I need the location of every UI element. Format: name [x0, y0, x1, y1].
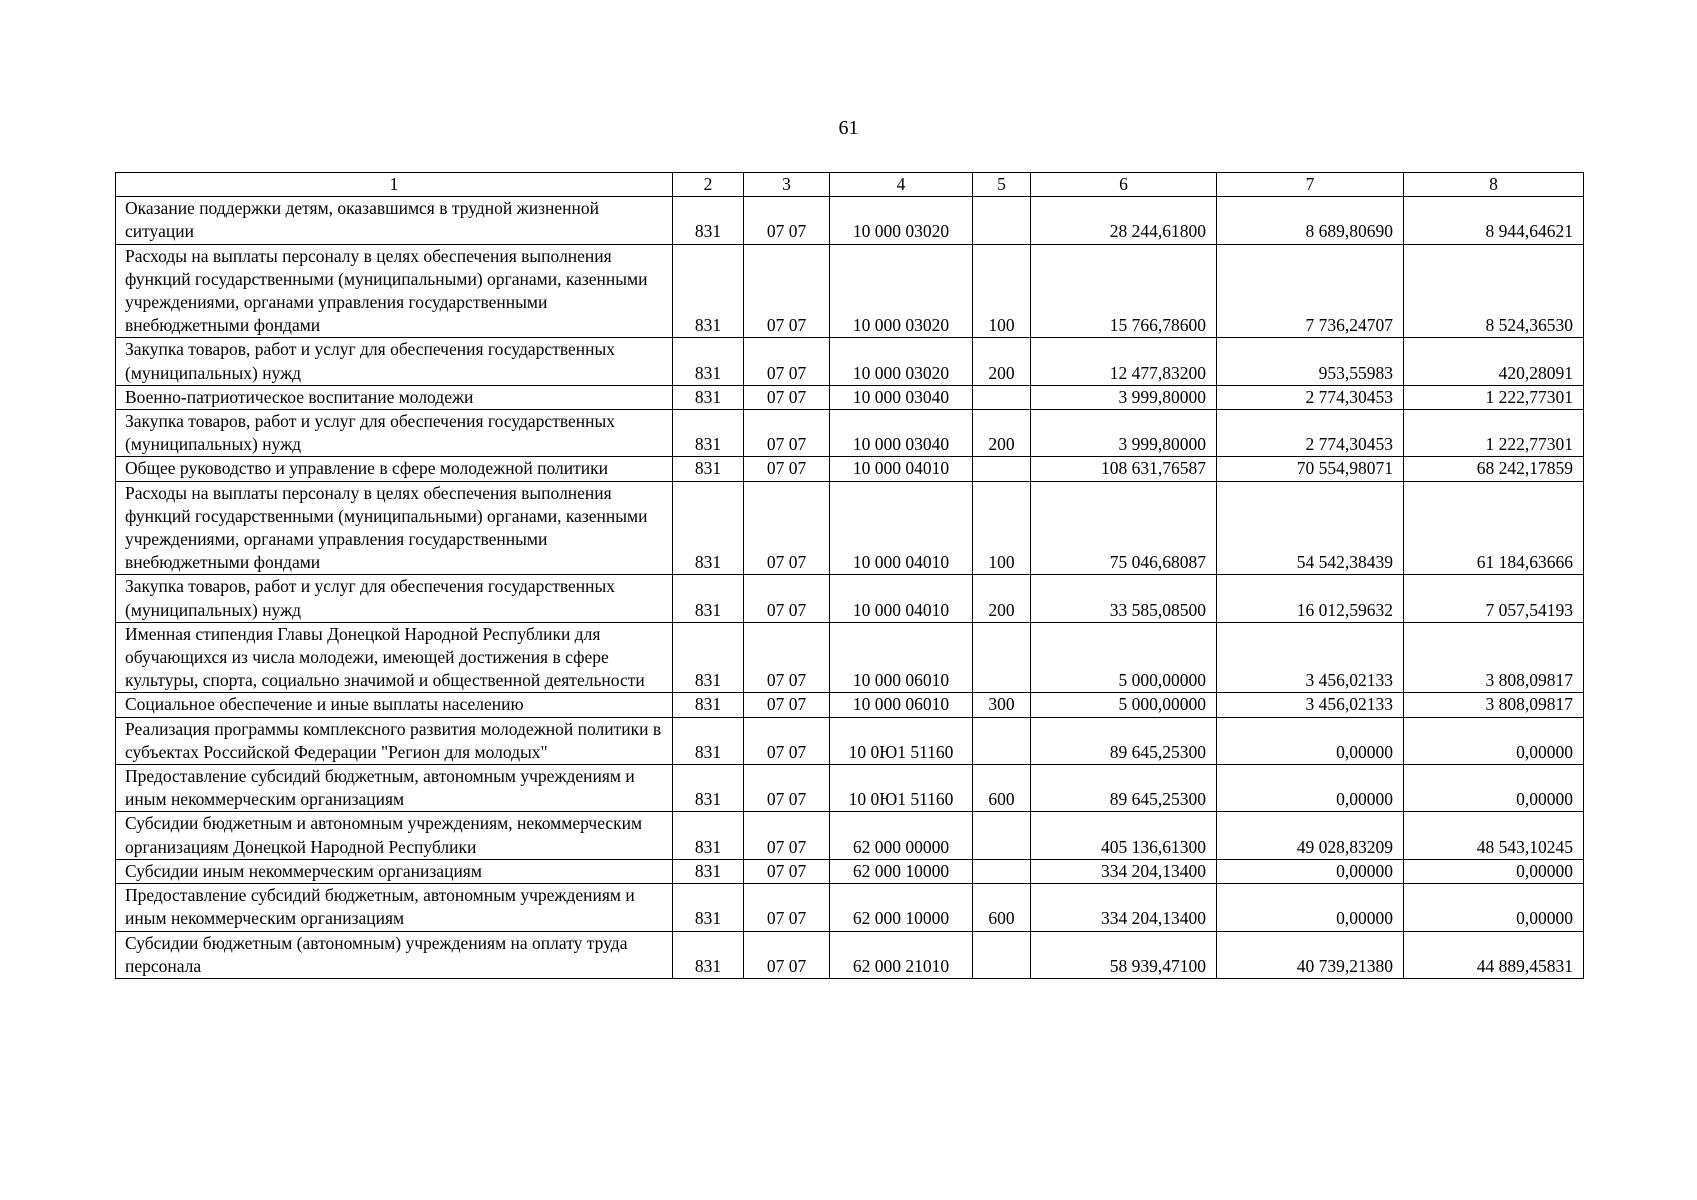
expense-name-cell: Субсидии бюджетным (автономным) учреждениям на оплату труда персонала [116, 931, 673, 978]
amount-col-6-cell: 58 939,47100 [1031, 931, 1217, 978]
table-row [116, 765, 1584, 812]
header-col-1: 1 [116, 173, 673, 197]
amount-col-6-cell: 405 136,61300 [1031, 812, 1217, 859]
amount-col-7-cell: 54 542,38439 [1217, 481, 1404, 575]
amount-col-8-cell: 3 808,09817 [1404, 693, 1584, 717]
expense-name-cell: Предоставление субсидий бюджетным, автономным учреждениям и иным некоммерческим организациям [116, 884, 673, 931]
section-code-cell: 07 07 [744, 859, 830, 883]
ministry-code-cell: 831 [673, 717, 744, 764]
amount-col-6-cell: 33 585,08500 [1031, 575, 1217, 622]
target-article-cell: 62 000 21010 [830, 931, 973, 978]
amount-col-8-cell: 68 242,17859 [1404, 457, 1584, 481]
amount-col-7-cell: 0,00000 [1217, 859, 1404, 883]
amount-col-6-cell: 75 046,68087 [1031, 481, 1217, 575]
expense-name-cell: Предоставление субсидий бюджетным, автономным учреждениям и иным некоммерческим организациям [116, 765, 673, 812]
header-col-6: 6 [1031, 173, 1217, 197]
ministry-code-cell: 831 [673, 622, 744, 693]
expense-type-cell: 100 [973, 244, 1031, 338]
target-article-cell: 10 000 04010 [830, 575, 973, 622]
amount-col-7-cell: 2 774,30453 [1217, 385, 1404, 409]
expense-name-cell: Закупка товаров, работ и услуг для обеспечения государственных (муниципальных) нужд [116, 575, 673, 622]
section-code-cell: 07 07 [744, 765, 830, 812]
target-article-cell: 62 000 00000 [830, 812, 973, 859]
target-article-cell: 10 000 03040 [830, 385, 973, 409]
expense-name-cell: Субсидии иным некоммерческим организациям [116, 859, 673, 883]
target-article-cell: 10 000 03040 [830, 410, 973, 457]
header-col-3: 3 [744, 173, 830, 197]
table-row [116, 457, 1584, 481]
header-col-4: 4 [830, 173, 973, 197]
section-code-cell: 07 07 [744, 884, 830, 931]
table-row [116, 481, 1584, 575]
expense-type-cell: 300 [973, 693, 1031, 717]
amount-col-8-cell: 48 543,10245 [1404, 812, 1584, 859]
target-article-cell: 10 000 04010 [830, 457, 973, 481]
section-code-cell: 07 07 [744, 622, 830, 693]
amount-col-8-cell: 3 808,09817 [1404, 622, 1584, 693]
target-article-cell: 10 0Ю1 51160 [830, 765, 973, 812]
table-row [116, 717, 1584, 764]
table-row [116, 693, 1584, 717]
expense-type-cell: 600 [973, 765, 1031, 812]
expense-name-cell: Общее руководство и управление в сфере молодежной политики [116, 457, 673, 481]
header-col-5: 5 [973, 173, 1031, 197]
ministry-code-cell: 831 [673, 765, 744, 812]
ministry-code-cell: 831 [673, 457, 744, 481]
table-row [116, 884, 1584, 931]
table-row [116, 197, 1584, 244]
header-col-8: 8 [1404, 173, 1584, 197]
amount-col-8-cell: 1 222,77301 [1404, 385, 1584, 409]
ministry-code-cell: 831 [673, 244, 744, 338]
target-article-cell: 10 000 04010 [830, 481, 973, 575]
expense-name-cell: Расходы на выплаты персоналу в целях обеспечения выполнения функций государственными (муниципальными) органами, казенными учреждениями, органами управления государственными внебюджетными фондами [116, 481, 673, 575]
amount-col-8-cell: 8 944,64621 [1404, 197, 1584, 244]
expense-type-cell [973, 622, 1031, 693]
target-article-cell: 62 000 10000 [830, 859, 973, 883]
expense-type-cell [973, 197, 1031, 244]
amount-col-7-cell: 953,55983 [1217, 338, 1404, 385]
amount-col-6-cell: 15 766,78600 [1031, 244, 1217, 338]
amount-col-7-cell: 3 456,02133 [1217, 693, 1404, 717]
table-row [116, 622, 1584, 693]
amount-col-6-cell: 3 999,80000 [1031, 410, 1217, 457]
target-article-cell: 10 000 03020 [830, 244, 973, 338]
table-row [116, 385, 1584, 409]
table-row [116, 410, 1584, 457]
amount-col-8-cell: 7 057,54193 [1404, 575, 1584, 622]
expense-name-cell: Закупка товаров, работ и услуг для обеспечения государственных (муниципальных) нужд [116, 410, 673, 457]
section-code-cell: 07 07 [744, 575, 830, 622]
expense-name-cell: Военно-патриотическое воспитание молодежи [116, 385, 673, 409]
target-article-cell: 10 000 06010 [830, 693, 973, 717]
target-article-cell: 10 000 03020 [830, 338, 973, 385]
amount-col-7-cell: 8 689,80690 [1217, 197, 1404, 244]
expense-name-cell: Субсидии бюджетным и автономным учреждениям, некоммерческим организациям Донецкой Народной Республики [116, 812, 673, 859]
expense-type-cell [973, 457, 1031, 481]
amount-col-8-cell: 0,00000 [1404, 717, 1584, 764]
target-article-cell: 62 000 10000 [830, 884, 973, 931]
section-code-cell: 07 07 [744, 457, 830, 481]
expense-type-cell [973, 931, 1031, 978]
ministry-code-cell: 831 [673, 481, 744, 575]
amount-col-6-cell: 28 244,61800 [1031, 197, 1217, 244]
section-code-cell: 07 07 [744, 481, 830, 575]
section-code-cell: 07 07 [744, 338, 830, 385]
expense-type-cell: 100 [973, 481, 1031, 575]
section-code-cell: 07 07 [744, 812, 830, 859]
expense-type-cell [973, 385, 1031, 409]
amount-col-6-cell: 334 204,13400 [1031, 884, 1217, 931]
amount-col-7-cell: 0,00000 [1217, 717, 1404, 764]
budget-table [115, 172, 1584, 979]
amount-col-6-cell: 108 631,76587 [1031, 457, 1217, 481]
amount-col-7-cell: 40 739,21380 [1217, 931, 1404, 978]
expense-type-cell: 600 [973, 884, 1031, 931]
target-article-cell: 10 000 03020 [830, 197, 973, 244]
amount-col-6-cell: 89 645,25300 [1031, 765, 1217, 812]
ministry-code-cell: 831 [673, 385, 744, 409]
section-code-cell: 07 07 [744, 931, 830, 978]
amount-col-7-cell: 0,00000 [1217, 884, 1404, 931]
amount-col-7-cell: 70 554,98071 [1217, 457, 1404, 481]
section-code-cell: 07 07 [744, 717, 830, 764]
target-article-cell: 10 000 06010 [830, 622, 973, 693]
expense-name-cell: Расходы на выплаты персоналу в целях обеспечения выполнения функций государственными (муниципальными) органами, казенными учреждениями, органами управления государственными внебюджетными фондами [116, 244, 673, 338]
section-code-cell: 07 07 [744, 693, 830, 717]
ministry-code-cell: 831 [673, 884, 744, 931]
expense-type-cell: 200 [973, 410, 1031, 457]
amount-col-7-cell: 0,00000 [1217, 765, 1404, 812]
header-col-2: 2 [673, 173, 744, 197]
amount-col-8-cell: 44 889,45831 [1404, 931, 1584, 978]
table-header-row [116, 173, 1584, 197]
amount-col-6-cell: 334 204,13400 [1031, 859, 1217, 883]
section-code-cell: 07 07 [744, 410, 830, 457]
amount-col-6-cell: 12 477,83200 [1031, 338, 1217, 385]
expense-name-cell: Социальное обеспечение и иные выплаты населению [116, 693, 673, 717]
section-code-cell: 07 07 [744, 197, 830, 244]
expense-name-cell: Оказание поддержки детям, оказавшимся в трудной жизненной ситуации [116, 197, 673, 244]
amount-col-6-cell: 3 999,80000 [1031, 385, 1217, 409]
ministry-code-cell: 831 [673, 931, 744, 978]
section-code-cell: 07 07 [744, 385, 830, 409]
amount-col-6-cell: 5 000,00000 [1031, 622, 1217, 693]
table-row [116, 244, 1584, 338]
amount-col-8-cell: 0,00000 [1404, 859, 1584, 883]
ministry-code-cell: 831 [673, 812, 744, 859]
target-article-cell: 10 0Ю1 51160 [830, 717, 973, 764]
table-row [116, 859, 1584, 883]
amount-col-7-cell: 16 012,59632 [1217, 575, 1404, 622]
amount-col-7-cell: 2 774,30453 [1217, 410, 1404, 457]
ministry-code-cell: 831 [673, 575, 744, 622]
page-number: 61 [838, 117, 859, 139]
amount-col-8-cell: 61 184,63666 [1404, 481, 1584, 575]
amount-col-6-cell: 5 000,00000 [1031, 693, 1217, 717]
expense-type-cell [973, 859, 1031, 883]
expense-name-cell: Закупка товаров, работ и услуг для обеспечения государственных (муниципальных) нужд [116, 338, 673, 385]
ministry-code-cell: 831 [673, 338, 744, 385]
table-row [116, 338, 1584, 385]
amount-col-7-cell: 3 456,02133 [1217, 622, 1404, 693]
amount-col-8-cell: 1 222,77301 [1404, 410, 1584, 457]
amount-col-7-cell: 7 736,24707 [1217, 244, 1404, 338]
amount-col-8-cell: 0,00000 [1404, 884, 1584, 931]
expense-type-cell: 200 [973, 338, 1031, 385]
expense-name-cell: Именная стипендия Главы Донецкой Народной Республики для обучающихся из числа молодежи, имеющей достижения в сфере культуры, спорта, социально значимой и общественной деятельности [116, 622, 673, 693]
amount-col-8-cell: 0,00000 [1404, 765, 1584, 812]
header-col-7: 7 [1217, 173, 1404, 197]
amount-col-8-cell: 8 524,36530 [1404, 244, 1584, 338]
expense-type-cell: 200 [973, 575, 1031, 622]
amount-col-8-cell: 420,28091 [1404, 338, 1584, 385]
expense-name-cell: Реализация программы комплексного развития молодежной политики в субъектах Российской Федерации "Регион для молодых" [116, 717, 673, 764]
expense-type-cell [973, 717, 1031, 764]
ministry-code-cell: 831 [673, 859, 744, 883]
table-row [116, 575, 1584, 622]
table-row [116, 812, 1584, 859]
section-code-cell: 07 07 [744, 244, 830, 338]
ministry-code-cell: 831 [673, 693, 744, 717]
amount-col-6-cell: 89 645,25300 [1031, 717, 1217, 764]
amount-col-7-cell: 49 028,83209 [1217, 812, 1404, 859]
table-row [116, 931, 1584, 978]
ministry-code-cell: 831 [673, 410, 744, 457]
ministry-code-cell: 831 [673, 197, 744, 244]
expense-type-cell [973, 812, 1031, 859]
